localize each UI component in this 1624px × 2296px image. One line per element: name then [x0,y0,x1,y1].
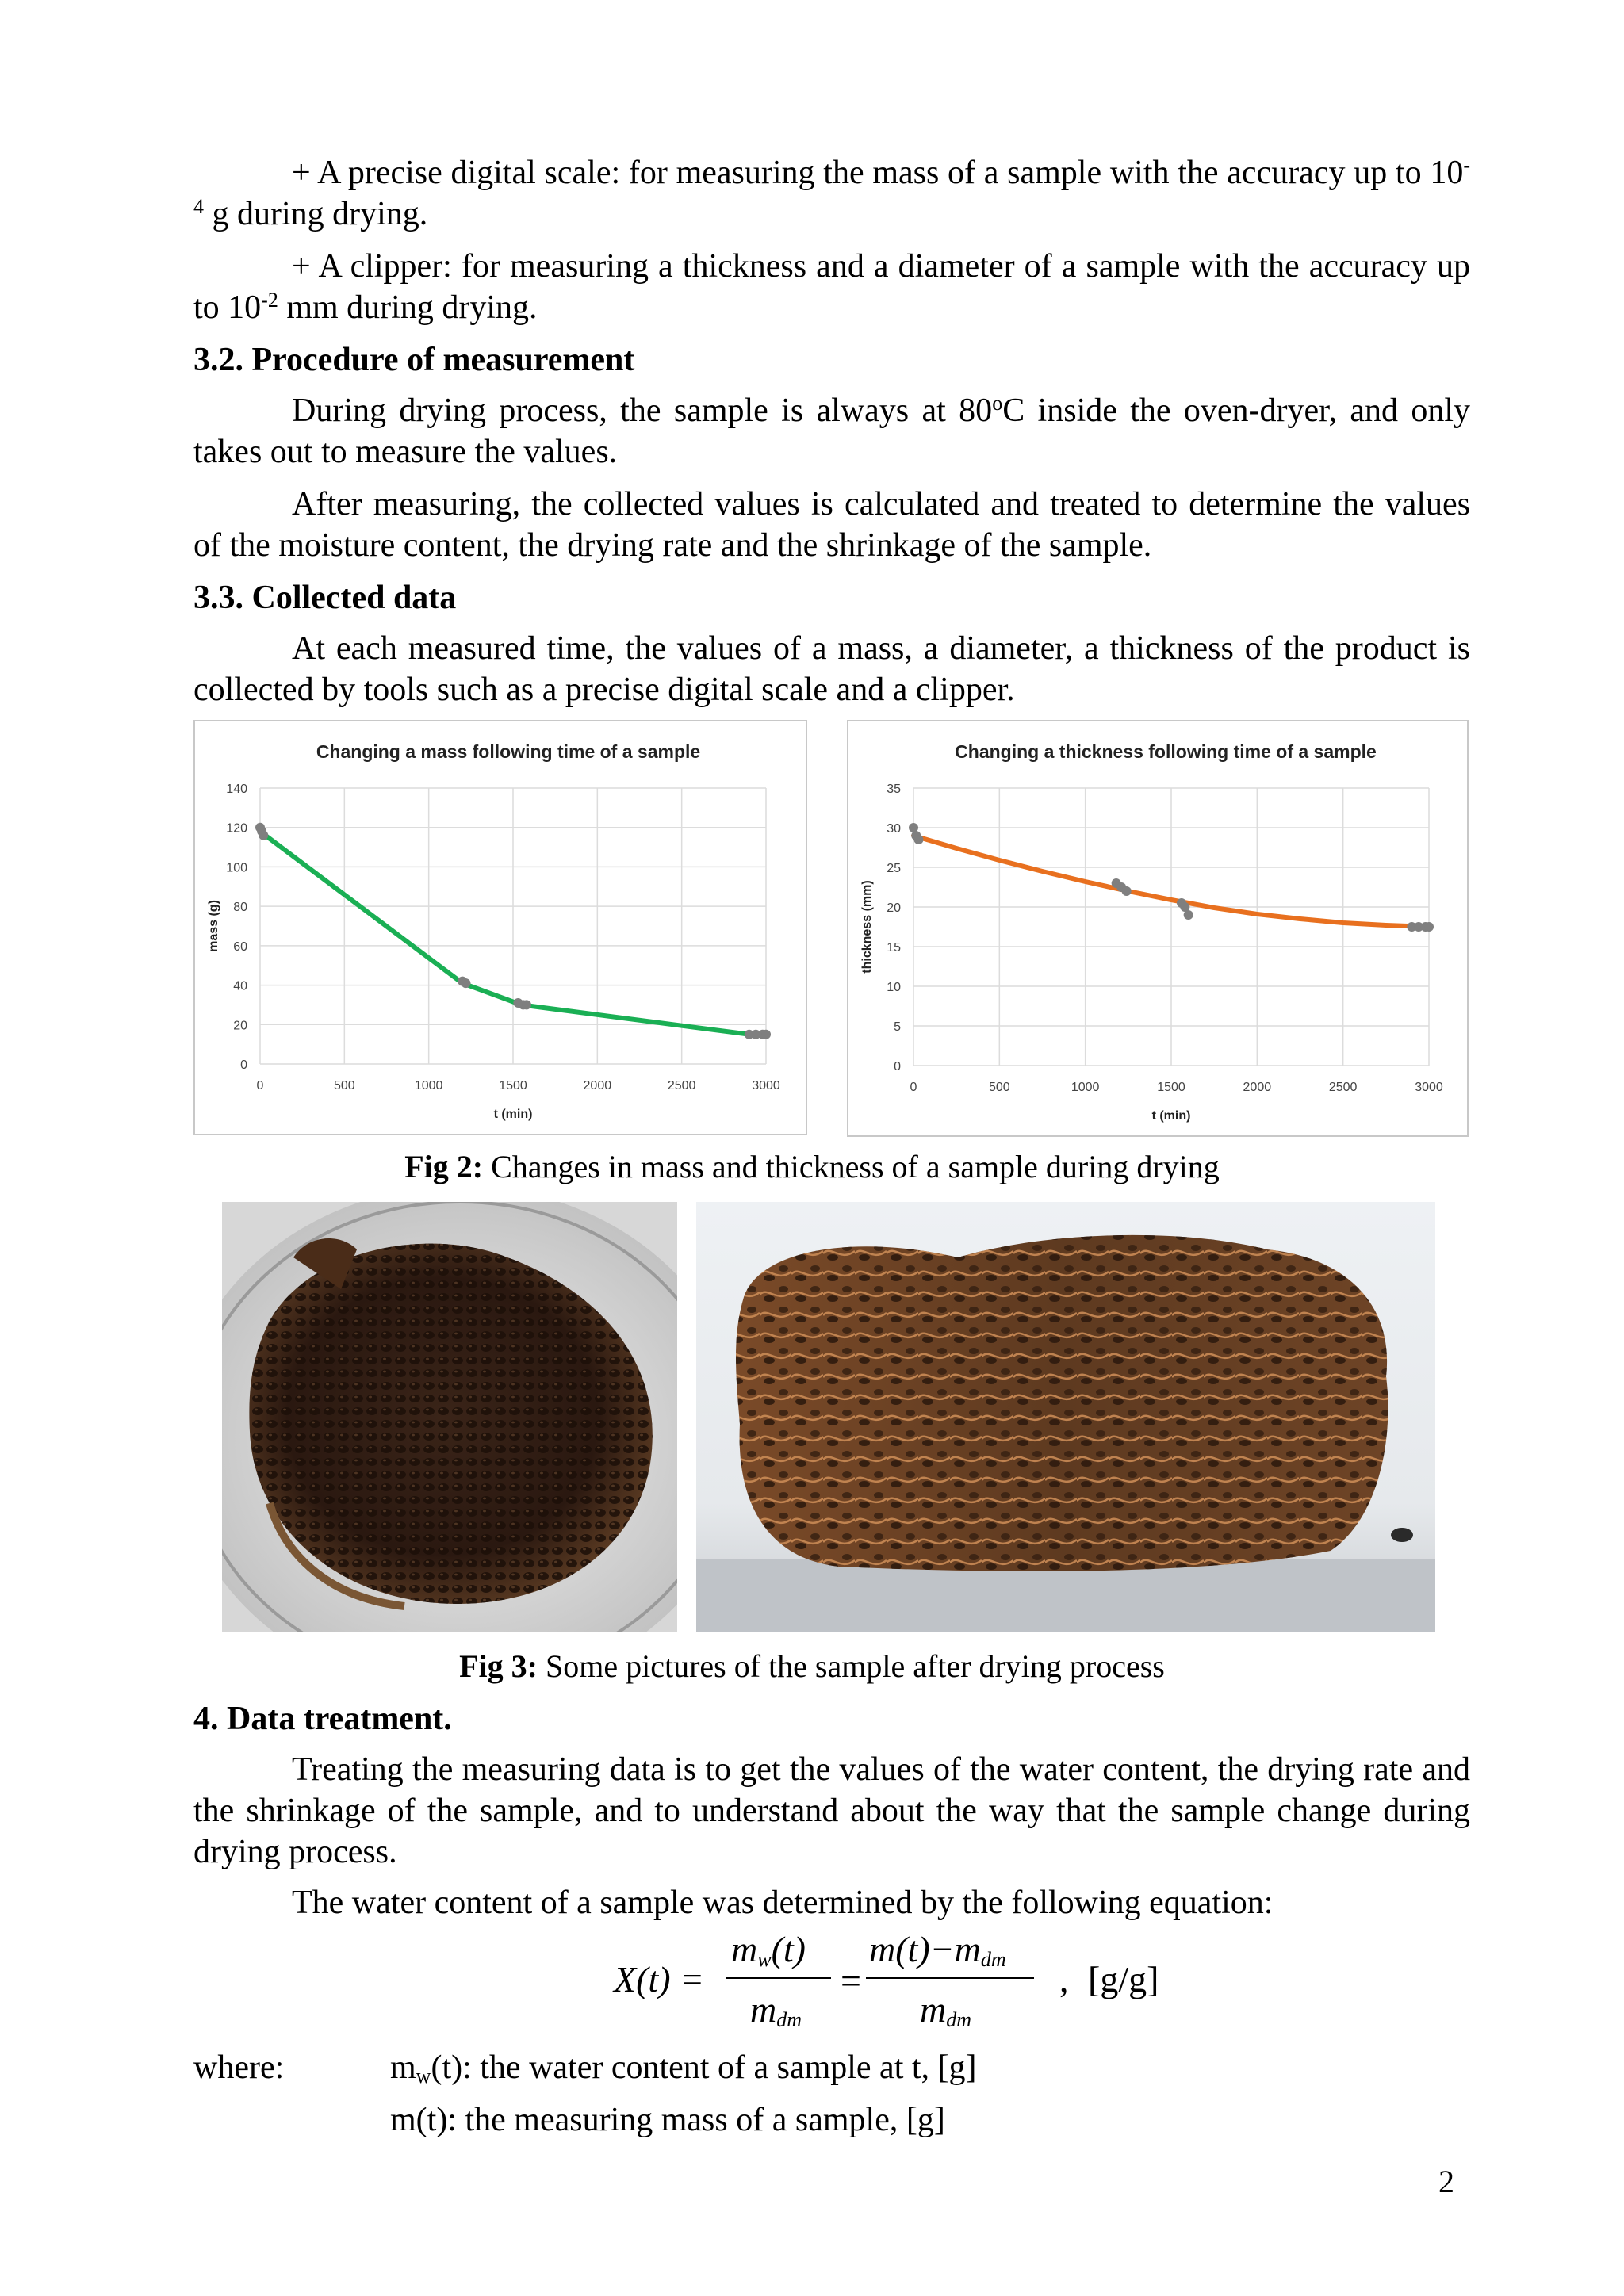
data-point [914,835,924,844]
scale-suffix: g during drying. [204,196,428,232]
fraction-bar-2 [866,1977,1034,1979]
heading-procedure: 3.2. Procedure of measurement [193,342,635,378]
numerator-1-rest: (t) [771,1929,806,1969]
figure-2-text: Changes in mass and thickness of a sample during drying [483,1149,1220,1184]
y-axis-label: mass (g) [207,900,220,952]
page-number: 2 [1438,2164,1454,2199]
definition-mw-sub: w [416,2064,431,2087]
x-tick-label: 2000 [583,1079,612,1093]
clipper-exponent: -2 [261,289,278,312]
numerator-1-m: m [731,1929,758,1969]
numerator-2-sub: dm [980,1948,1006,1971]
x-tick-label: 3000 [752,1079,780,1093]
thickness-chart [847,720,1469,1137]
equation-lhs: X(t) = [614,1959,705,1999]
paragraph-procedure-1 [193,390,1470,473]
paragraph-treatment-1 [193,1749,1470,1873]
y-tick-label: 5 [894,1020,901,1034]
definition-mw-m: m [390,2049,416,2086]
y-tick-label: 35 [887,783,901,796]
y-tick-label: 0 [894,1060,901,1073]
x-tick-label: 1500 [1157,1081,1185,1094]
x-tick-label: 2000 [1243,1081,1272,1094]
paragraph-treatment-2 [193,1882,1470,1923]
definition-mw [390,2047,977,2088]
y-tick-label: 10 [887,981,901,994]
dried-sample-side-photo [696,1202,1435,1632]
collected-text: At each measured time, the values of a mass, a diameter, a thickness of the product is collected by tools such as a precise digital scale and a clipper. [193,630,1470,708]
degree-superscript: o [992,392,1003,415]
y-tick-label: 25 [887,862,901,875]
equation-comma: , [1059,1959,1069,1999]
clipper-suffix: mm during drying. [278,289,538,326]
y-tick-label: 120 [226,821,247,836]
dried-sample-side-image [696,1202,1435,1632]
data-point [259,831,268,840]
dried-sample-top-photo [222,1202,677,1632]
where-label: where: [193,2049,285,2086]
y-axis-label: thickness (mm) [860,880,874,974]
y-tick-label: 80 [233,901,247,915]
scale-text: + A precise digital scale: for measuring the mass of a sample with the accuracy up to 10 [292,155,1464,191]
figure-3-label: Fig 3: [459,1648,538,1684]
figure-2-caption [0,1148,1624,1186]
definition-mw-text: (t): the water content of a sample at t, [g] [431,2049,977,2086]
scale-exponent: -4 [193,154,1470,218]
procedure-1-text: During drying process, the sample is always at 80 [292,392,993,429]
paragraph-collected [193,628,1470,710]
x-tick-label: 1000 [414,1079,443,1093]
x-tick-label: 3000 [1415,1081,1443,1094]
treatment-1-text: Treating the measuring data is to get the values of the water content, the drying rate and the shrinkage of the sample, and to understand about the way that the sample change during drying process. [193,1751,1470,1870]
denominator-1-sub: dm [776,2008,802,2031]
y-tick-label: 15 [887,941,901,955]
numerator-1-sub: w [757,1948,772,1971]
numerator-2-text: m(t)−m [869,1929,981,1969]
x-tick-label: 0 [910,1081,917,1094]
data-point [461,978,470,988]
x-tick-label: 500 [333,1079,355,1093]
x-tick-label: 1000 [1071,1081,1100,1094]
thickness-chart-svg [848,721,1467,1135]
definition-m: m(t): the measuring mass of a sample, [g] [390,2102,945,2138]
water-content-equation [611,1928,1245,2039]
heading-data-treatment: 4. Data treatment. [193,1701,452,1737]
figure-2-label: Fig 2: [404,1149,484,1184]
procedure-2-text: After measuring, the collected values is calculated and treated to determine the values of the moisture content, the drying rate and the shrinkage of the sample. [193,486,1470,564]
y-tick-label: 20 [233,1019,247,1033]
data-point [1184,910,1193,920]
equation-numerator-2 [869,1928,1006,1970]
denominator-2-sub: dm [946,2008,972,2031]
equation-denominator-2 [920,1988,971,2030]
x-tick-label: 2500 [1328,1081,1358,1094]
paragraph-procedure-2 [193,484,1470,566]
y-tick-label: 60 [233,939,247,954]
paragraph-clipper [193,246,1470,328]
paragraph-digital-scale [193,152,1470,235]
equation-equals: = [841,1961,861,2001]
y-tick-label: 20 [887,901,901,915]
x-tick-label: 1500 [499,1079,527,1093]
denominator-1-m: m [750,1989,777,2030]
equation-numerator-1 [731,1928,806,1970]
procedure-1-suffix: C inside the oven-dryer, and only takes out to measure the values. [193,392,1470,470]
chart-title: Changing a mass following time of a sample [316,741,701,762]
dried-sample-top-image [222,1202,677,1632]
x-tick-label: 2500 [667,1079,696,1093]
y-tick-label: 100 [226,861,247,875]
denominator-2-m: m [920,1989,947,2030]
y-tick-label: 40 [233,979,247,993]
heading-collected-data: 3.3. Collected data [193,580,457,616]
data-point [1424,922,1434,932]
fraction-bar-1 [726,1977,831,1979]
figure-3-text: Some pictures of the sample after drying process [537,1648,1165,1684]
y-tick-label: 30 [887,822,901,836]
equation-denominator-1 [750,1988,802,2030]
x-tick-label: 0 [256,1079,264,1093]
equation-unit: [g/g] [1088,1959,1159,1999]
data-point [522,1000,531,1009]
x-axis-label: t (min) [493,1108,533,1121]
y-tick-label: 140 [226,783,247,796]
figure-3-caption [0,1647,1624,1686]
clipper-text: + A clipper: for measuring a thickness and a diameter of a sample with the accuracy up to 10 [193,248,1470,326]
chart-title: Changing a thickness following time of a sample [955,741,1377,762]
data-point [761,1030,771,1039]
mass-chart [193,720,807,1135]
treatment-2-text: The water content of a sample was determined by the following equation: [292,1885,1274,1921]
data-point [1122,886,1132,896]
y-tick-label: 0 [240,1058,247,1072]
mass-chart-svg [195,721,806,1134]
x-axis-label: t (min) [1151,1109,1191,1123]
x-tick-label: 500 [988,1081,1010,1094]
